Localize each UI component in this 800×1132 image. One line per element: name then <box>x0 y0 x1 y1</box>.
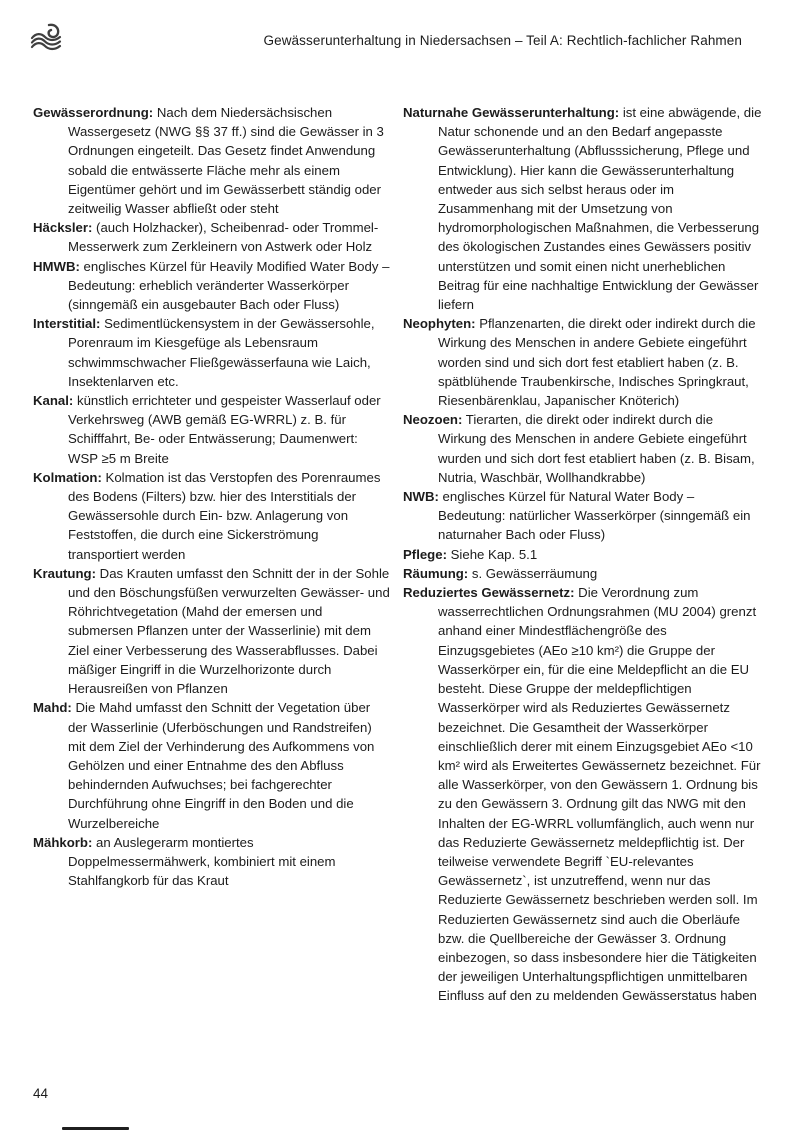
glossary-definition: (auch Holzhacker), Scheibenrad- oder Trommel-Messerwerk zum Zerkleinern von Astwerk oder Holz <box>68 220 379 255</box>
glossary-entry <box>33 391 391 468</box>
glossary-definition: künstlich errichteter und gespeister Wasserlauf oder Verkehrsweg (AWB gemäß EG-WRRL) z. B. für Schifffahrt, Be- oder Entwässerung; Daumenwert: WSP ≥5 m Breite <box>68 393 381 466</box>
wave-logo-icon <box>28 22 66 57</box>
glossary-entry <box>403 545 765 564</box>
glossary-definition: Die Verordnung zum wasserrechtlichen Ordnungsrahmen (MU 2004) grenzt anhand einer Mindestflächengröße des Einzugsgebietes (AEo ≥10 km²) die Gruppe der Wasserkörper ein, für die eine Meldepflicht an die EU besteht. Diese Gruppe der meldepflichtigen Wasserkörper wird als Reduziertes Gewässernetz bezeichnet. Die Gesamtheit der Wasserkörper einschließlich derer mit einem Einzugsgebiet AEo <10 km² wird als Erweitertes Gewässernetz bezeichnet. Für alle Wasserkörper, von den Gewässern 1. Ordnung bis zu den Gewässern 3. Ordnung gilt das NWG mit den Inhalten der EG-WRRL vollumfänglich, auch wenn nur das Reduzierte Gewässernetz meldepflichtig ist. Der teilweise verwendete Begriff `EU-relevantes Gewässernetz`, ist unzutreffend, wenn nur das Reduzierte Gewässernetz beschrieben werden soll. Im Reduzierten Gewässernetz sind auch die Oberläufe bzw. die Quellbereiche der Gewässer 3. Ordnung einbezogen, so dass insbesondere hier die Tätigkeiten der jeweiligen Unterhaltungspflichtigen unmittelbaren Einfluss auf den zu meldenden Gewässerstatus haben <box>438 585 761 1004</box>
glossary-content <box>33 103 765 1006</box>
glossary-entry <box>33 833 391 891</box>
glossary-entry <box>403 583 765 1005</box>
glossary-term: Reduziertes Gewässernetz: <box>403 585 575 601</box>
glossary-column-left <box>33 103 391 1006</box>
glossary-term: Interstitial: <box>33 316 101 332</box>
glossary-entry <box>403 487 765 545</box>
glossary-entry <box>33 257 391 315</box>
glossary-definition: Kolmation ist das Verstopfen des Porenraumes des Bodens (Filters) bzw. hier des Interstitials der Gewässersohle durch Ein- bzw. Anlagerung von Feststoffen, die durch eine Sickerströmung transportiert werden <box>68 469 381 562</box>
glossary-entry <box>33 103 391 218</box>
glossary-definition: Tierarten, die direkt oder indirekt durch die Wirkung des Menschen in andere Gebiete eingeführt wurden und sich dort fest etabliert haben (z. B. Bisam, Nutria, Waschbär, Wollhandkrabbe) <box>438 412 755 485</box>
glossary-entry <box>33 564 391 698</box>
running-header-title: Gewässerunterhaltung in Niedersachsen – Teil A: Rechtlich-fachlicher Rahmen <box>263 33 742 48</box>
glossary-entry <box>403 410 765 487</box>
glossary-term: NWB: <box>403 489 439 505</box>
page-number: 44 <box>33 1086 49 1101</box>
glossary-definition: Sedimentlückensystem in der Gewässersohle, Porenraum im Kiesgefüge als Lebensraum schwimmschwacher Fließgewässerfauna wie Laich, Insektenlarven etc. <box>68 316 375 389</box>
glossary-definition: s. Gewässerräumung <box>468 565 598 581</box>
glossary-term: Gewässerordnung: <box>33 105 154 120</box>
glossary-entry <box>403 314 765 410</box>
glossary-definition: Nach dem Niedersächsischen Wassergesetz (NWG §§ 37 ff.) sind die Gewässer in 3 Ordnungen eingeteilt. Das Gesetz findet Anwendung sobald die entwässerte Fläche mehr als einem Eigentümer gehört und im Gewässerbett ständig oder zeitweilig Wasser abfließt oder steht <box>68 105 384 217</box>
glossary-definition: englisches Kürzel für Heavily Modified Water Body – Bedeutung: erheblich veränderter Wasserkörper (sinngemäß ein ausgebauter Bach oder Fluss) <box>68 258 390 313</box>
glossary-definition: ist eine abwägende, die Natur schonende und an den Bedarf angepasste Gewässerunterhaltung (Abflusssicherung, Pflege und Entwicklung). Hier kann die Gewässerunterhaltung entweder aus sich selbst heraus oder im Zusammenhang mit der Umsetzung von hydromorphologischen Maßnahmen, die Verbesserung des ökologischen Zustandes eines Gewässers positiv unterstützen und somit einen nicht unerheblichen Beitrag für eine nachhaltige Entwicklung der Gewässer liefern <box>438 105 762 313</box>
glossary-entry <box>33 698 391 832</box>
glossary-definition: an Auslegerarm montiertes Doppelmessermähwerk, kombiniert mit einem Stahlfangkorb für das Kraut <box>68 834 336 889</box>
glossary-definition: Die Mahd umfasst den Schnitt der Vegetation über der Wasserlinie (Uferböschungen und Randstreifen) mit dem Ziel der Verhinderung des Aufkommens von Gehölzen und einer Entnahme des den Abfluss behindernden Aufwuchses; bei fachgerechter Durchführung ohne Eingriff in den Boden und die Wurzelbereiche <box>68 700 375 831</box>
glossary-definition: Siehe Kap. 5.1 <box>446 546 538 562</box>
glossary-entry <box>33 468 391 564</box>
glossary-term: Pflege: <box>403 546 447 562</box>
glossary-term: Mahd: <box>33 700 72 716</box>
glossary-entry <box>33 218 391 256</box>
glossary-term: Kolmation: <box>33 469 102 485</box>
glossary-entry <box>33 314 391 391</box>
glossary-term: Naturnahe Gewässerunterhaltung: <box>403 105 620 120</box>
glossary-term: Häcksler: <box>33 220 93 236</box>
glossary-definition: Pflanzenarten, die direkt oder indirekt durch die Wirkung des Menschen in andere Gebiete eingeführt worden sind und sich dort fest etabliert haben (z. B. spätblühende Traubenkirsche, Indisches Springkraut, Riesenbärenklau, Japanischer Knöterich) <box>438 316 756 409</box>
page-header <box>28 22 742 62</box>
glossary-definition: Das Krauten umfasst den Schnitt der in der Sohle und den Böschungsfüßen verwurzelten Gewässer- und Röhrichtvegetation (Mahd der emersen und submersen Pflanzen unter der Wasserlinie) mit dem Ziel einer Verbesserung des Wasserabflusses. Dabei mäßiger Eingriff in die Wurzelhorizonte durch Herausreißen von Pflanzen <box>68 565 390 697</box>
glossary-term: Neozoen: <box>403 412 463 428</box>
scan-artifact <box>62 1127 129 1130</box>
glossary-term: HMWB: <box>33 258 80 274</box>
glossary-term: Kanal: <box>33 393 74 409</box>
glossary-term: Räumung: <box>403 565 469 581</box>
glossary-term: Mähkorb: <box>33 834 93 850</box>
glossary-entry <box>403 103 765 314</box>
glossary-entry <box>403 564 765 583</box>
glossary-definition: englisches Kürzel für Natural Water Body – Bedeutung: natürlicher Wasserkörper (sinngemäß ein naturnaher Bach oder Fluss) <box>438 489 751 543</box>
glossary-term: Neophyten: <box>403 316 476 332</box>
glossary-column-right <box>403 103 765 1006</box>
glossary-term: Krautung: <box>33 565 96 581</box>
